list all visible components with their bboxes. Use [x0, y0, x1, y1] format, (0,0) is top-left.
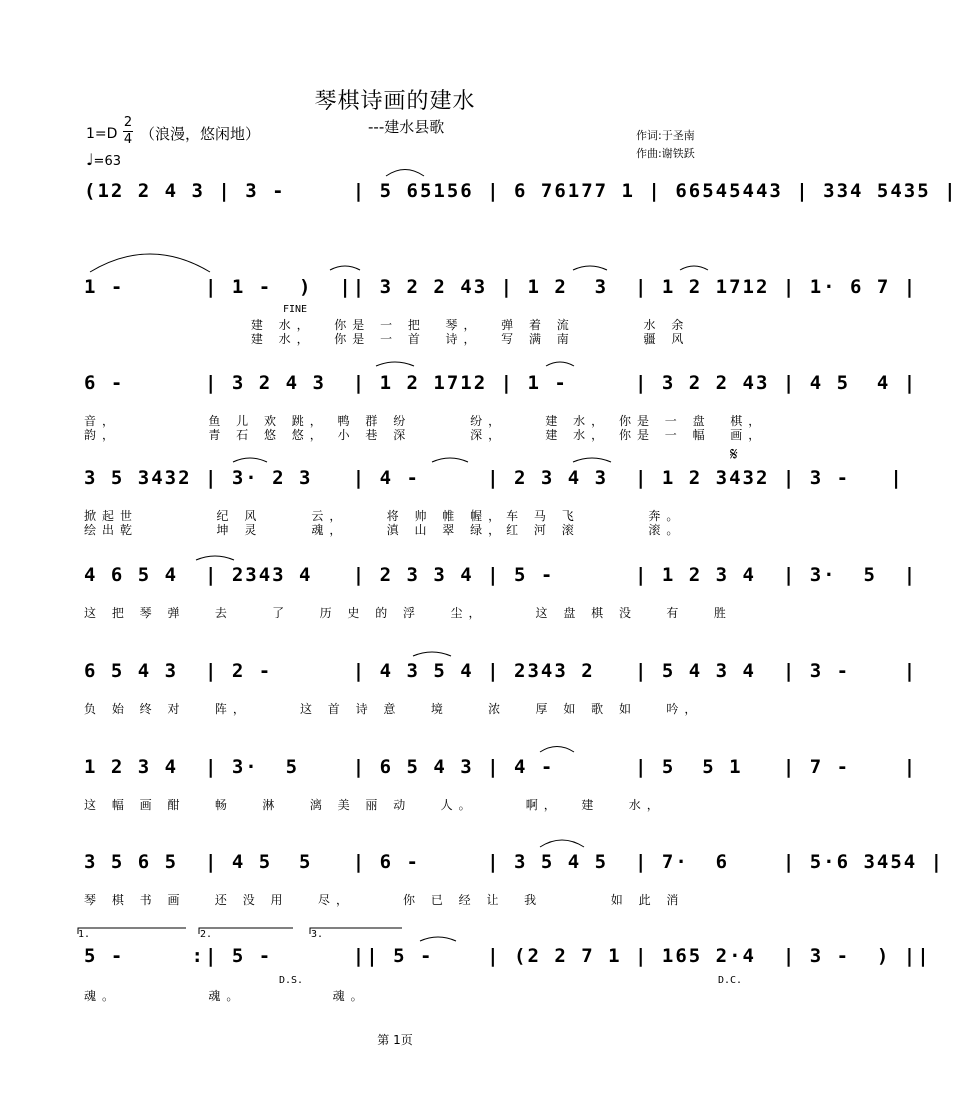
quarter-note-icon: ♩	[86, 150, 94, 169]
volta-bracket	[310, 928, 402, 934]
slur	[540, 840, 584, 847]
slur	[420, 937, 456, 941]
lyric-verse-2: 建 水， 你是 一 首 诗， 写 满 南 疆 风	[84, 332, 690, 346]
lyricist-credit: 作词:于圣南	[636, 129, 695, 142]
slur	[413, 652, 451, 656]
slur	[376, 362, 414, 366]
notation-line: 6 5 4 3 | 2 - | 4 3 5 4 | 2343 2 | 5 4 3 4 | 3 - |	[84, 660, 918, 682]
volta-bracket	[78, 928, 186, 934]
notation-line: 3 5 3432 | 3· 2 3 | 4 - | 2 3 4 3 | 1 2 3432 | 3 - |	[84, 467, 904, 489]
slur	[330, 266, 360, 270]
slur	[233, 458, 267, 462]
volta-bracket	[199, 928, 293, 934]
notation-line: 1 - | 1 - ) || 3 2 2 43 | 1 2 3 | 1 2 1712 | 1· 6 7 |	[84, 276, 918, 298]
time-signature-top: 2	[123, 115, 133, 130]
lyric-verse-2: 绘出乾 坤 灵 魂， 滇 山 翠 绿，红 河 滚 滚。	[84, 523, 685, 537]
slur	[196, 556, 234, 560]
lyric-verse-1: 掀起世 纪 风 云， 将 帅 帷 幄，车 马 飞 奔。	[84, 509, 685, 523]
slur	[386, 170, 424, 177]
slur	[573, 266, 607, 270]
lyric-verse-2: 韵， 青 石 悠 悠， 小 巷 深 深， 建 水， 你是 一 幅 画，	[84, 428, 767, 442]
segno-icon: 𝄋	[730, 444, 738, 465]
volta-3: 3.	[311, 929, 324, 940]
volta-2: 2.	[200, 929, 213, 940]
slur	[680, 266, 708, 270]
volta-1: 1.	[78, 929, 91, 940]
slur	[540, 747, 574, 753]
time-signature-bottom: 4	[123, 132, 133, 147]
lyric-verse-1: 建 水， 你是 一 把 琴， 弹 着 流 水 余	[84, 318, 690, 332]
song-subtitle: ---建水县歌	[368, 118, 445, 136]
slur	[432, 458, 468, 462]
notation-line: 5 - :| 5 - || 5 - | (2 2 7 1 | 165 2·4 | 3 - ) ||	[84, 945, 931, 967]
notation-line: 3 5 6 5 | 4 5 5 | 6 - | 3 5 4 5 | 7· 6 | 5·6 3454 |	[84, 851, 945, 873]
lyric-verse-1: 音， 鱼 儿 欢 跳， 鸭 群 纷 纷， 建 水， 你是 一 盘 棋，	[84, 414, 767, 428]
lyric-verse-1: 琴 棋 书 画 还 没 用 尽， 你 已 经 让 我 如 此 消	[84, 893, 685, 907]
slur	[546, 362, 574, 366]
lyric-verse-1: 这 把 琴 弹 去 了 历 史 的 浮 尘， 这 盘 棋 没 有 胜	[84, 606, 732, 620]
composer-credit: 作曲:谢铁跃	[636, 147, 695, 160]
page-number: 第 1页	[377, 1033, 413, 1047]
notation-line: 4 6 5 4 | 2343 4 | 2 3 3 4 | 5 - | 1 2 3 4 | 3· 5 |	[84, 564, 918, 586]
notation-line: (12 2 4 3 | 3 - | 5 65156 | 6 76177 1 | 66545443 | 334 5435 |	[84, 180, 958, 202]
ds-marking: D.S.	[279, 975, 304, 986]
fine-marking: FINE	[283, 304, 308, 315]
notation-line: 6 - | 3 2 4 3 | 1 2 1712 | 1 - | 3 2 2 43 | 4 5 4 |	[84, 372, 918, 394]
song-title: 琴棋诗画的建水	[314, 89, 476, 114]
slur	[573, 458, 611, 462]
dc-marking: D.C.	[718, 975, 743, 986]
lyric-verse-1: 负 始 终 对 阵， 这 首 诗 意 境 浓 厚 如 歌 如 吟，	[84, 702, 703, 716]
tempo-marking: ♩=63	[86, 150, 121, 169]
key-signature: 1=D	[86, 126, 118, 142]
slur	[90, 254, 210, 272]
lyric-verse-1: 魂。 魂。 魂。	[84, 989, 369, 1003]
notation-line: 1 2 3 4 | 3· 5 | 6 5 4 3 | 4 - | 5 5 1 | 7 - |	[84, 756, 918, 778]
performance-style: （浪漫，悠闲地）	[140, 125, 261, 143]
lyric-verse-1: 这 幅 画 酣 畅 淋 漓 美 丽 动 人。 啊， 建 水，	[84, 798, 665, 812]
